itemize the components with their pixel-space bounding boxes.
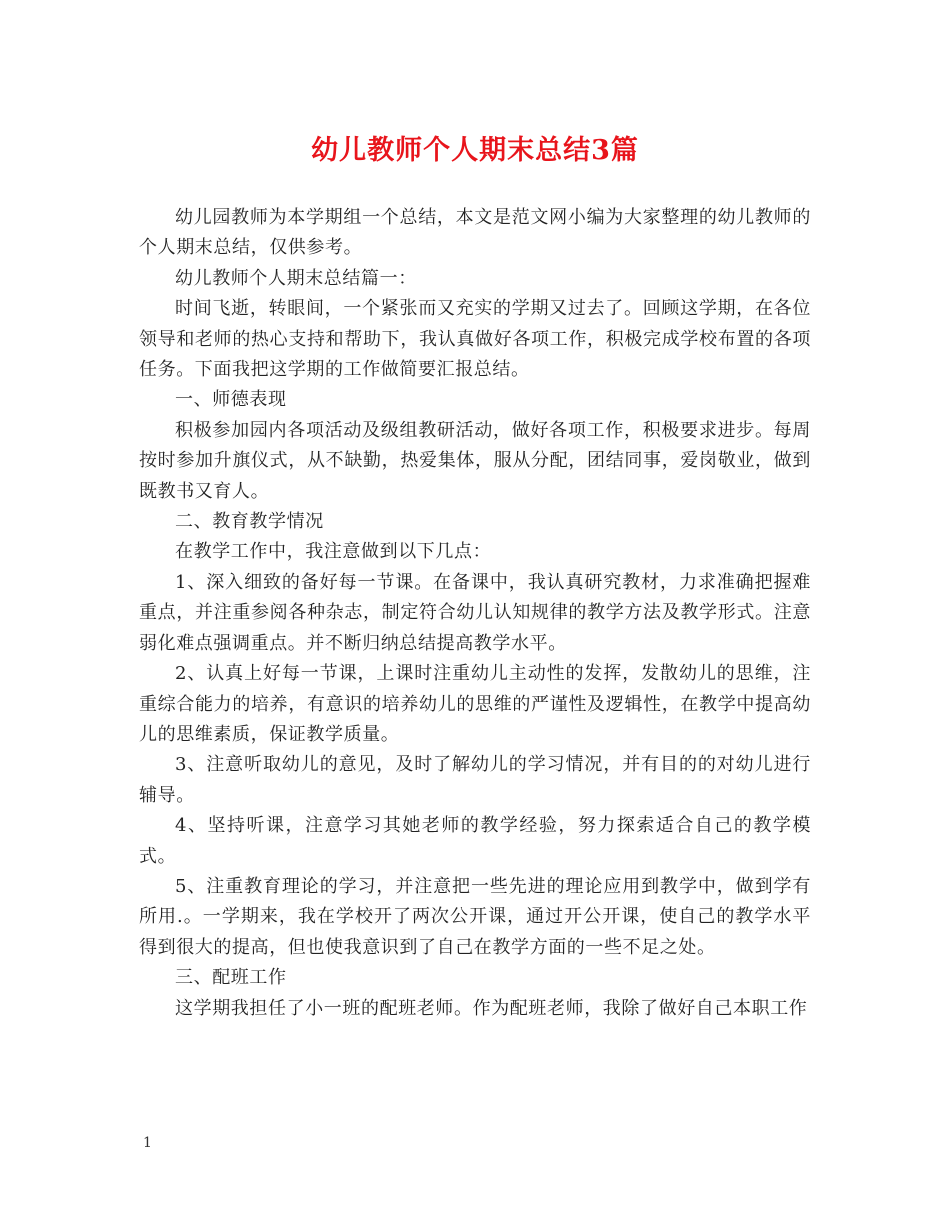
list-item-1: 1、深入细致的备好每一节课。在备课中，我认真研究教材，力求准确把握难重点，并注重参阅各种杂志，制定符合幼儿认知规律的教学方法及教学形式。注意弱化难点强调重点。并不断归纳总结提高教学水平。	[139, 571, 811, 654]
paragraph-class-work: 这学期我担任了小一班的配班老师。作为配班老师，我除了做好自己本职工作	[175, 997, 808, 1019]
list-item-2: 2、认真上好每一节课，上课时注重幼儿主动性的发挥，发散幼儿的思维，注重综合能力的培养，有意识的培养幼儿的思维的严谨性及逻辑性，在教学中提高幼儿的思维素质，保证教学质量。	[139, 663, 811, 745]
paragraph-opening: 时间飞逝，转眼间，一个紧张而又充实的学期又过去了。回顾这学期，在各位领导和老师的热心支持和帮助下，我认真做好各项工作，积极完成学校布置的各项任务。下面我把这学期的工作做简要汇报总结。	[139, 298, 811, 381]
list-item-3: 3、注意听取幼儿的意见，及时了解幼儿的学习情况，并有目的的对幼儿进行辅导。	[139, 754, 811, 806]
paragraph-part-one-heading: 幼儿教师个人期末总结篇一：	[175, 267, 417, 289]
page-number: 1	[143, 1135, 152, 1151]
paragraph-intro: 幼儿园教师为本学期组一个总结，本文是范文网小编为大家整理的幼儿教师的个人期末总结，仅供参考。	[139, 207, 811, 259]
section-heading-ethics: 一、师德表现	[175, 389, 287, 411]
document-body	[139, 203, 811, 1024]
document-title: 幼儿教师个人期末总结3篇	[311, 135, 639, 166]
paragraph-ethics: 积极参加园内各项活动及级组教研活动，做好各项工作，积极要求进步。每周按时参加升旗仪式，从不缺勤，热爱集体，服从分配，团结同事，爱岗敬业，做到既教书又育人。	[139, 419, 811, 502]
paragraph-teaching-intro: 在教学工作中，我注意做到以下几点：	[175, 541, 492, 563]
list-item-4: 4、坚持听课，注意学习其她老师的教学经验，努力探索适合自己的教学模式。	[139, 815, 811, 867]
section-heading-class-work: 三、配班工作	[175, 967, 287, 989]
list-item-5: 5、注重教育理论的学习，并注意把一些先进的理论应用到教学中，做到学有所用.。一学期来，我在学校开了两次公开课，通过开公开课，使自己的教学水平得到很大的提高，但也使我意识到了自己在教学方面的一些不足之处。	[139, 875, 811, 958]
section-heading-teaching: 二、教育教学情况	[175, 511, 324, 533]
